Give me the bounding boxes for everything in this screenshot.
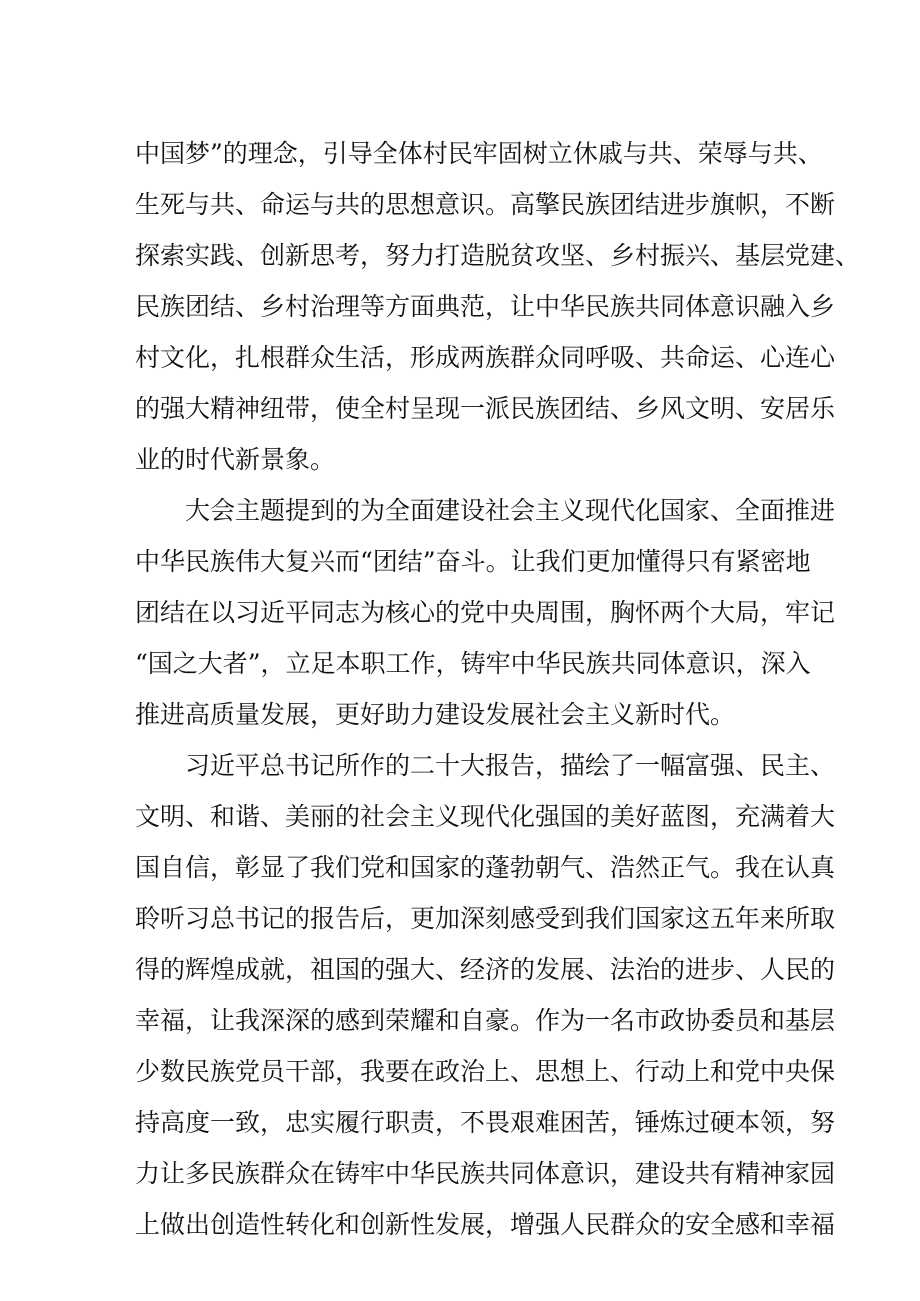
text-line: 国自信，彰显了我们党和国家的蓬勃朝气、浩然正气。我在认真 [135, 853, 836, 882]
text-line: 中华民族伟大复兴而“团结”奋斗。让我们更加懂得只有紧密地 [135, 547, 811, 576]
text-line: 生死与共、命运与共的思想意识。高擎民族团结进步旗帜，不断 [135, 190, 836, 219]
text-line: 村文化，扎根群众生活，形成两族群众同呼吸、共命运、心连心 [135, 343, 836, 372]
text-line: 探索实践、创新思考，努力打造脱贫攻坚、乡村振兴、基层党建、 [135, 241, 861, 270]
text-line: 幸福，让我深深的感到荣耀和自豪。作为一名市政协委员和基层 [135, 1006, 836, 1035]
text-line: 推进高质量发展，更好助力建设发展社会主义新时代。 [135, 700, 736, 729]
text-line: 力让多民族群众在铸牢中华民族共同体意识，建设共有精神家园 [135, 1159, 836, 1188]
text-line: 上做出创造性转化和创新性发展，增强人民群众的安全感和幸福 [135, 1210, 836, 1239]
text-line: 文明、和谐、美丽的社会主义现代化强国的美好蓝图，充满着大 [135, 802, 836, 831]
text-line: 持高度一致，忠实履行职责，不畏艰难困苦，锤炼过硬本领，努 [135, 1108, 836, 1137]
text-line: 得的辉煌成就，祖国的强大、经济的发展、法治的进步、人民的 [135, 955, 836, 984]
text-line: 聆听习总书记的报告后，更加深刻感受到我们国家这五年来所取 [135, 904, 836, 933]
text-line: 民族团结、乡村治理等方面典范，让中华民族共同体意识融入乡 [135, 292, 836, 321]
text-line: 习近平总书记所作的二十大报告，描绘了一幅富强、民主、 [185, 751, 836, 780]
text-line: 业的时代新景象。 [135, 445, 336, 474]
text-line: 的强大精神纽带，使全村呈现一派民族团结、乡风文明、安居乐 [135, 394, 836, 423]
text-line: 少数民族党员干部，我要在政治上、思想上、行动上和党中央保 [135, 1057, 836, 1086]
text-line: 大会主题提到的为全面建设社会主义现代化国家、全面推进 [185, 496, 836, 525]
text-line: “国之大者”，立足本职工作，铸牢中华民族共同体意识，深入 [135, 649, 811, 678]
text-line: 中国梦”的理念，引导全体村民牢固树立休戚与共、荣辱与共、 [135, 139, 823, 168]
text-line: 团结在以习近平同志为核心的党中央周围，胸怀两个大局，牢记 [135, 598, 836, 627]
